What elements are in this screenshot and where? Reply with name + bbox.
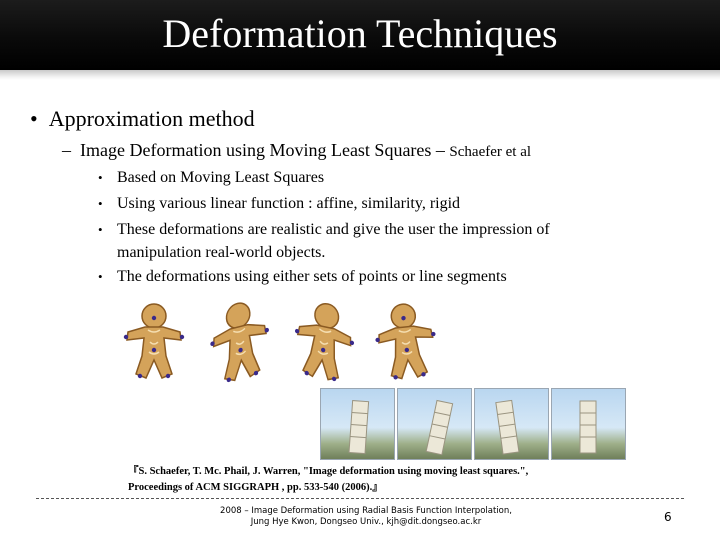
sub-bullet (98, 265, 617, 288)
bullet-level2-author: Schaefer et al (449, 144, 532, 160)
sub-bullet (98, 218, 617, 264)
tower-photo-svg (321, 389, 394, 459)
bullet-level1-text: Approximation method (48, 106, 255, 131)
sub-bullet-text: Using various linear function : affine, similarity, rigid (117, 195, 461, 212)
sub-bullet-text: Based on Moving Least Squares (117, 169, 325, 186)
bullet-dot: • (98, 196, 103, 211)
footer-line: 2008 – Image Deformation using Radial Basis Function Interpolation, (220, 506, 512, 516)
gingerbread-figures-svg (116, 298, 456, 384)
footer-text (180, 506, 552, 528)
bullet-dot: • (98, 269, 103, 284)
bullet-level2 (62, 138, 531, 164)
sub-bullet-text: The deformations using either sets of points or line segments (117, 268, 507, 285)
title-shine (0, 70, 720, 80)
bullet-dot: • (30, 106, 49, 131)
citation (128, 464, 548, 496)
sub-bullet (98, 192, 617, 215)
tower-deformed-2 (474, 388, 549, 460)
gingerbread-figure-strip (116, 298, 456, 384)
bullet-level2-text: Image Deformation using Moving Least Squares – (80, 140, 450, 160)
tower-photo-svg (552, 389, 625, 459)
bullet-dot: • (98, 222, 103, 237)
gingerbread-original (124, 304, 184, 378)
sub-bullet (98, 166, 617, 189)
tower-original (320, 388, 395, 460)
footer-divider (36, 498, 684, 499)
gingerbread-affine (208, 298, 272, 384)
citation-line: Proceedings of ACM SIGGRAPH , pp. 533-540 (2006).』 (128, 482, 383, 493)
bullet-dot: • (98, 170, 103, 185)
gingerbread-similarity (291, 298, 358, 384)
tower-photo-svg (398, 389, 471, 459)
sub-bullet-text: These deformations are realistic and give the user the impression of manipulation real-world objects. (117, 221, 550, 261)
bullet-level1 (30, 104, 255, 134)
bullet-dash: – (62, 140, 80, 160)
slide-title: Deformation Techniques (162, 11, 558, 56)
citation-line: 『S. Schaefer, T. Mc. Phail, J. Warren, "Image deformation using moving least squares.", (128, 466, 529, 477)
footer-line: Jung Hye Kwon, Dongseo Univ., kjh@dit.dongseo.ac.kr (250, 517, 482, 527)
tower-photo-svg (475, 389, 548, 459)
tower-deformed-1 (397, 388, 472, 460)
page-number: 6 (664, 510, 672, 524)
tower-deformed-3 (551, 388, 626, 460)
gingerbread-rigid (372, 301, 440, 381)
